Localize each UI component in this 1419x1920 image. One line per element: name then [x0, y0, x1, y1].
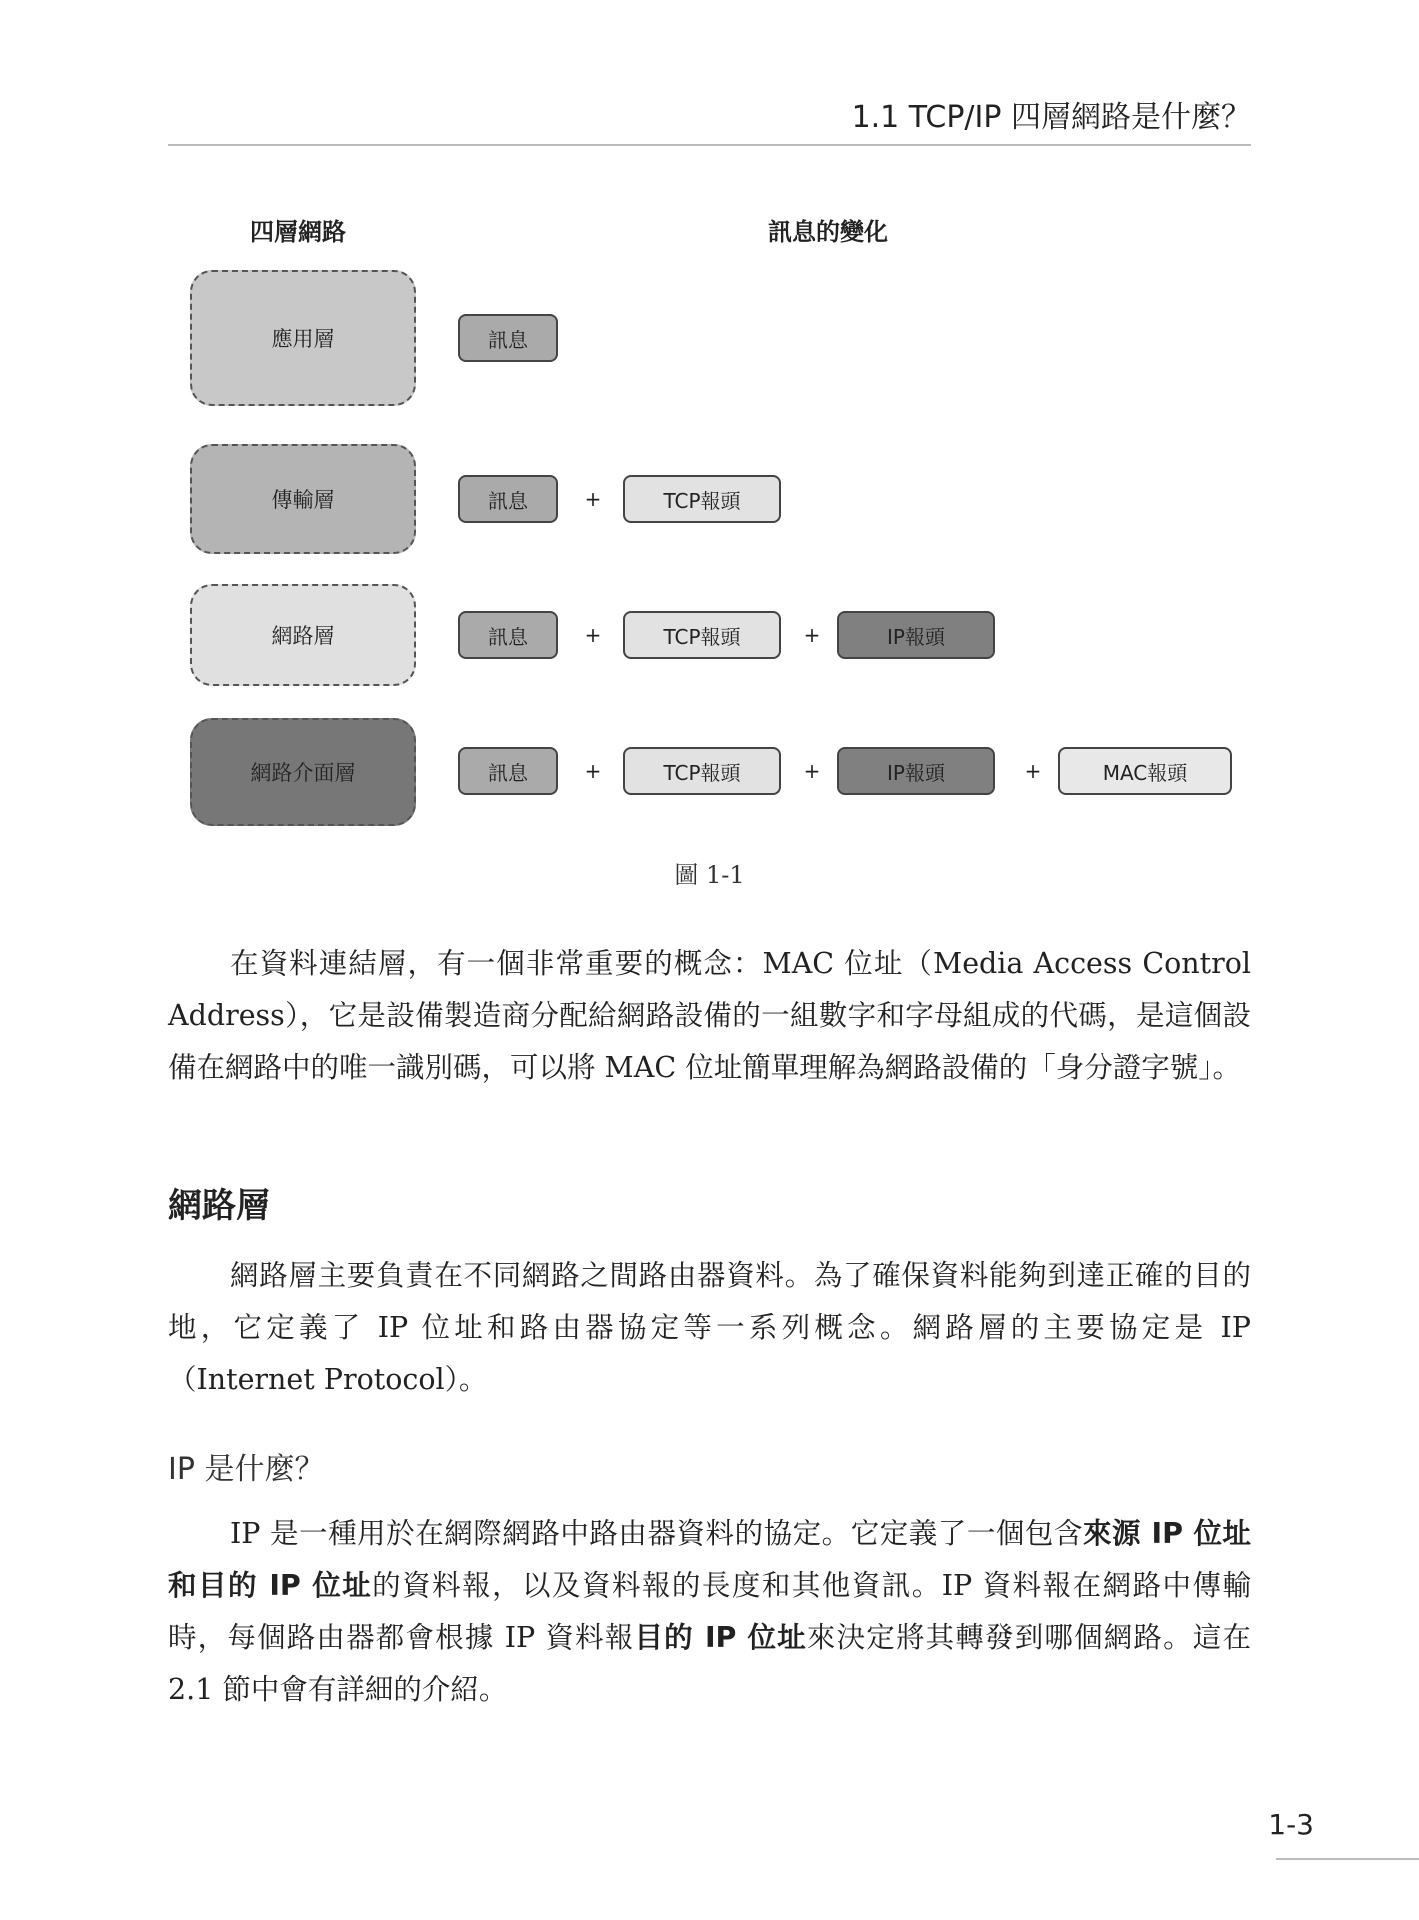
plus-sign: +: [584, 487, 602, 511]
message-box: 訊息: [458, 611, 558, 659]
footer-rule: [1276, 1858, 1419, 1860]
figure-caption: 圖 1-1: [674, 861, 745, 889]
tcpip-layers-diagram: [168, 210, 1251, 840]
message-box: 訊息: [458, 747, 558, 795]
plus-sign: +: [1024, 759, 1042, 783]
emphasis-source-destination-ip: 來源 IP 位址和目的 IP 位址: [168, 1517, 1251, 1602]
header-title: 1.1 TCP/IP 四層網路是什麼？: [851, 100, 1251, 135]
ip-text-3: 來決定將其轉發到哪個網路。這在 2.1 節中會有詳細的介紹。: [168, 1621, 1251, 1706]
layers-column-title: 四層網路: [250, 218, 346, 246]
layer-network: 網路層: [190, 584, 416, 686]
page-number: 1-3: [1268, 1808, 1314, 1841]
section-heading-network-layer: 網路層: [168, 1186, 270, 1226]
subheading-what-is-ip: IP 是什麼？: [168, 1452, 325, 1487]
ip-header-box: IP報頭: [837, 611, 995, 659]
paragraph-ip: [168, 1508, 1251, 1716]
tcp-header-box: TCP報頭: [623, 475, 781, 523]
plus-sign: +: [803, 759, 821, 783]
plus-sign: +: [584, 623, 602, 647]
plus-sign: +: [584, 759, 602, 783]
running-header: [168, 92, 1251, 146]
ip-text-1: IP 是一種用於在網際網路中路由器資料的協定。它定義了一個包含: [230, 1517, 1083, 1550]
mac-header-box: MAC報頭: [1058, 747, 1232, 795]
plus-sign: +: [803, 623, 821, 647]
message-box: 訊息: [458, 475, 558, 523]
paragraph-mac-address: 在資料連結層，有一個非常重要的概念：MAC 位址（Media Access Control Address），它是設備製造商分配給網路設備的一組數字和字母組成的代碼，是這個設備在網路中的唯一識別碼，可以將 MAC 位址簡單理解為網路設備的「身分證字號」。: [168, 947, 1251, 1084]
layer-network-interface: 網路介面層: [190, 718, 416, 826]
emphasis-destination-ip: 目的 IP 位址: [634, 1621, 807, 1654]
layer-transport: 傳輸層: [190, 444, 416, 554]
paragraph-network-layer: 網路層主要負責在不同網路之間路由器資料。為了確保資料能夠到達正確的目的地，它定義了 IP 位址和路由器協定等一系列概念。網路層的主要協定是 IP（Internet Protocol）。: [168, 1259, 1251, 1396]
tcp-header-box: TCP報頭: [623, 747, 781, 795]
tcp-header-box: TCP報頭: [623, 611, 781, 659]
message-box: 訊息: [458, 314, 558, 362]
messages-column-title: 訊息的變化: [768, 218, 888, 246]
layer-application: 應用層: [190, 270, 416, 406]
ip-text-2: 的資料報，以及資料報的長度和其他資訊。IP 資料報在網路中傳輸時，每個路由器都會根據 IP 資料報: [168, 1569, 1251, 1654]
ip-header-box: IP報頭: [837, 747, 995, 795]
